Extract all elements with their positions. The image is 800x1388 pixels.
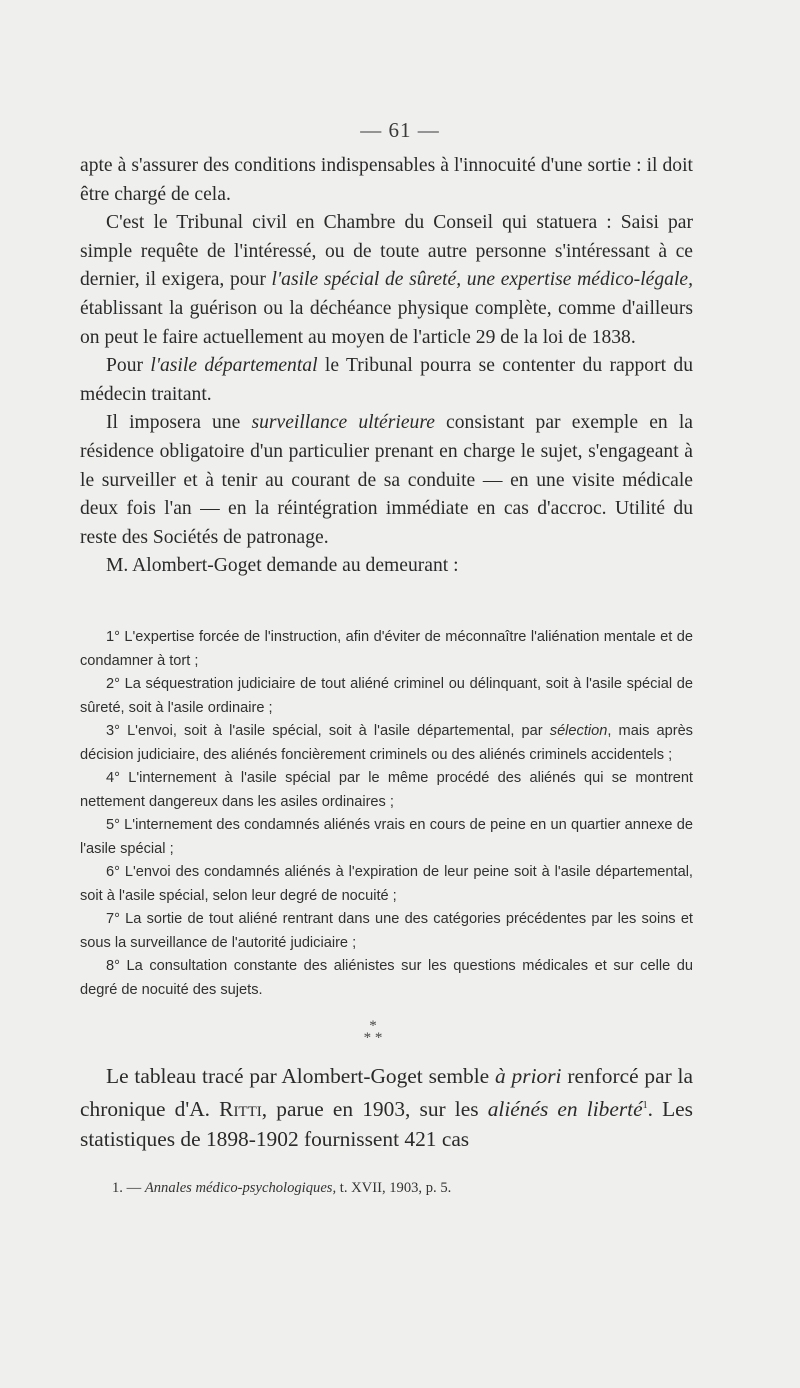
section-separator: [0, 1020, 746, 1044]
text-run: Pour: [106, 355, 151, 377]
text-run: Il imposera une: [106, 412, 252, 434]
footnote-source: Annales médico-psychologiques,: [144, 1180, 337, 1196]
text-run: , mais après décision judiciaire, des aliénés foncièrement criminels ou des aliénés criminels accidentels ;: [80, 723, 693, 763]
paragraph: [80, 552, 693, 581]
list-item: 1° L'expertise forcée de l'instruction, afin d'éviter de méconnaître l'aliénation mentale et de condamner à tort ;: [80, 629, 693, 669]
paragraph: [80, 1062, 693, 1154]
paragraph: [80, 409, 693, 552]
list-item: 2° La séquestration judiciaire de tout aliéné criminel ou délinquant, soit à l'asile spécial de sûreté, soit à l'asile ordinaire ;: [80, 676, 693, 716]
text-run: renforcé par la chronique d'A.: [80, 1064, 693, 1122]
text-run: consistant par exemple en la résidence obligatoire d'un particulier prenant en charge le sujet, s'engageant à le surveiller et à tenir au courant de sa conduite — en une visite médicale deux fois l'an — en la réintégration immédiate en cas d'accroc. Utilité du reste des Sociétés de patronage.: [80, 412, 693, 548]
emphasis: aliénés en liberté: [487, 1097, 643, 1122]
footnote-detail: t. XVII, 1903, p. 5.: [336, 1180, 452, 1196]
closing-text: [80, 1062, 693, 1154]
emphasis: à priori: [495, 1064, 562, 1088]
list-item: 8° La consultation constante des aliénistes sur les questions médicales et sur celle du degré de nocuité des sujets.: [80, 958, 693, 998]
page-number: — 61 —: [360, 118, 440, 142]
footnote: [112, 1180, 712, 1197]
asterism-top: *: [369, 1018, 377, 1034]
text-run: 3° L'envoi, soit à l'asile spécial, soit à l'asile départemental, par: [106, 723, 550, 739]
emphasis: l'asile spécial de sûreté, une expertise médico-légale,: [271, 269, 693, 291]
list-item: 6° L'envoi des condamnés aliénés à l'expiration de leur peine soit à l'asile départemental, soit à l'asile spécial, selon leur degré de nocuité ;: [80, 864, 693, 904]
numbered-list: [80, 626, 693, 1002]
paragraph: [80, 352, 693, 409]
text-run: C'est le Tribunal civil en Chambre du Conseil qui statuera : Saisi par simple requête de l'intéressé, ou de toute autre personne s'intéressant à ce dernier, il exigera, pour: [80, 212, 693, 291]
text-run: le Tribunal pourra se contenter du rapport du médecin traitant.: [80, 355, 693, 405]
text-run: établissant la guérison ou la déchéance physique complète, comme d'ailleurs on peut le faire actuellement au moyen de l'article 29 de la loi de 1838.: [80, 297, 693, 348]
footnote-ref: 1: [642, 1100, 648, 1112]
text-run: Le tableau tracé par Alombert-Goget semble: [106, 1064, 496, 1088]
author-name: Ritti: [219, 1097, 262, 1122]
paragraph: [80, 209, 693, 352]
list-item: 5° L'internement des condamnés aliénés vrais en cours de peine en un quartier annexe de l'asile spécial ;: [80, 817, 693, 857]
footnote-number: 1. —: [112, 1180, 145, 1196]
emphasis: l'asile départemental: [150, 355, 318, 377]
asterism-bottom: * *: [363, 1030, 383, 1046]
text-run: apte à s'assurer des conditions indispensables à l'innocuité d'une sortie : il doit être chargé de cela.: [80, 155, 693, 205]
main-text: [80, 152, 693, 581]
list-item: 4° L'internement à l'asile spécial par le même procédé des aliénés qui se montrent nettement dangereux dans les asiles ordinaires ;: [80, 770, 693, 810]
emphasis: surveillance ultérieure: [251, 412, 435, 434]
list-item: [80, 720, 693, 767]
text-run: M. Alombert-Goget demande au demeurant :: [106, 555, 459, 577]
paragraph: [80, 152, 693, 209]
text-run: . Les statistiques de 1898-1902 fournissent 421 cas: [80, 1097, 693, 1151]
emphasis: sélection: [549, 723, 608, 739]
list-item: 7° La sortie de tout aliéné rentrant dans une des catégories précédentes par les soins et sous la surveillance de l'autorité judiciaire ;: [80, 911, 693, 951]
text-run: , parue en 1903, sur les: [261, 1097, 488, 1122]
